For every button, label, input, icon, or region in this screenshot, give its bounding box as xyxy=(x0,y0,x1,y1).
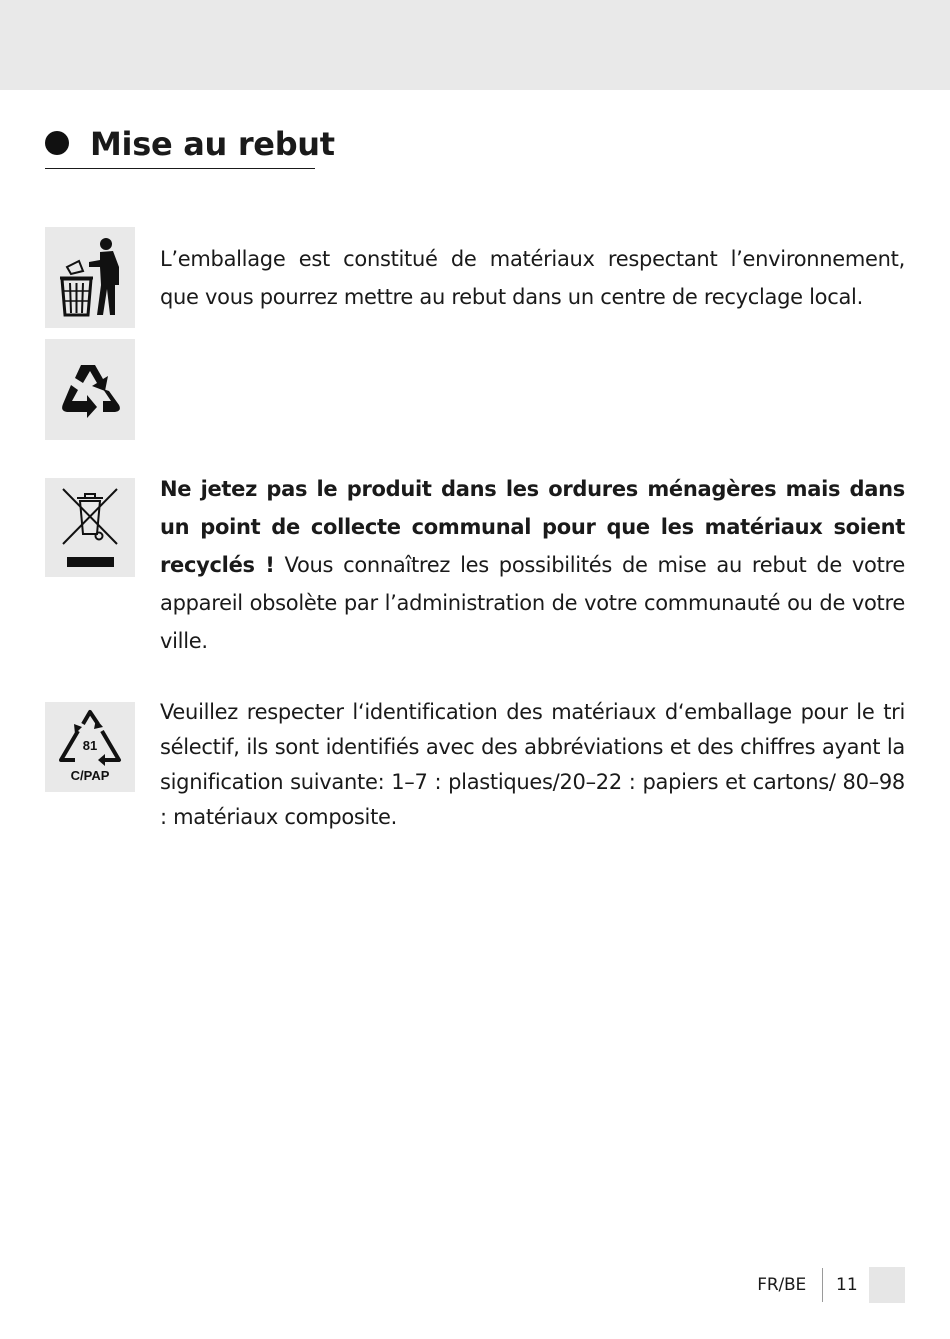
recycle-icon xyxy=(45,339,135,440)
weee-bold-text: Ne jetez pas le produit dans les ordures ménagères mais dans un point de collecte communal pour que les matériaux soient recyclés ! xyxy=(160,477,905,577)
page-tab-marker xyxy=(869,1267,905,1303)
language-label: FR/BE xyxy=(757,1275,806,1295)
weee-text xyxy=(160,470,905,660)
page-title: Mise au rebut xyxy=(90,125,335,163)
section-heading xyxy=(45,124,335,169)
recycling-code-number: 81 xyxy=(82,738,98,753)
weee-normal-text: Vous connaîtrez les possibilités de mise au rebut de votre appareil obsolète par l’administration de votre communauté ou de votre ville. xyxy=(160,553,906,653)
crossed-out-bin-icon xyxy=(45,478,135,577)
identification-text: Veuillez respecter l‘identification des matériaux d‘emballage pour le tri sélectif, ils sont identifiés avec des abbréviations et des chiffres ayant la signification suivante: 1–7 : plastiques/20–22 : papiers et cartons/ 80–98 : matériaux composite. xyxy=(160,700,905,829)
page-footer xyxy=(0,1266,950,1304)
bullet-icon xyxy=(45,131,69,155)
packaging-text: L’emballage est constitué de matériaux respectant l’environnement, que vous pourrez mettre au rebut dans un centre de recyclage local. xyxy=(160,247,905,309)
page-number: 11 xyxy=(836,1275,858,1295)
tidyman-icon xyxy=(45,227,135,328)
header-band xyxy=(0,0,950,90)
footer-divider xyxy=(822,1268,823,1302)
recycling-code-label: C/PAP xyxy=(70,768,110,783)
recycling-code-icon xyxy=(45,702,135,792)
